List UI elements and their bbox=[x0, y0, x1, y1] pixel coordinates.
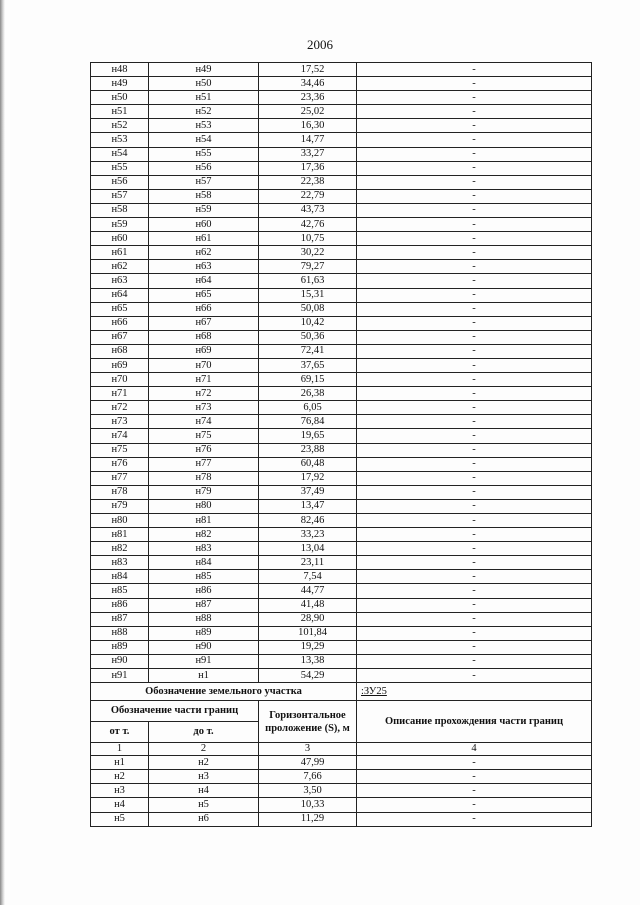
from-point: н77 bbox=[91, 471, 149, 485]
to-point: н66 bbox=[149, 302, 259, 316]
from-point: н67 bbox=[91, 330, 149, 344]
table-row bbox=[91, 288, 592, 302]
from-point: н84 bbox=[91, 570, 149, 584]
table-row bbox=[91, 457, 592, 471]
boundary-description: - bbox=[357, 203, 592, 217]
from-point: н69 bbox=[91, 358, 149, 372]
from-point: н79 bbox=[91, 499, 149, 513]
to-point: н58 bbox=[149, 189, 259, 203]
from-point: н51 bbox=[91, 105, 149, 119]
table-row bbox=[91, 770, 592, 784]
boundary-description: - bbox=[357, 401, 592, 415]
from-point: н73 bbox=[91, 415, 149, 429]
boundary-description: - bbox=[357, 756, 592, 770]
to-point: н79 bbox=[149, 485, 259, 499]
to-point: н87 bbox=[149, 598, 259, 612]
to-point: н73 bbox=[149, 401, 259, 415]
table-row bbox=[91, 147, 592, 161]
segment-length: 26,38 bbox=[259, 387, 357, 401]
from-point: н2 bbox=[91, 770, 149, 784]
to-point: н71 bbox=[149, 373, 259, 387]
boundary-description: - bbox=[357, 358, 592, 372]
segment-length: 50,08 bbox=[259, 302, 357, 316]
from-point: н68 bbox=[91, 344, 149, 358]
table-row bbox=[91, 105, 592, 119]
boundary-description: - bbox=[357, 189, 592, 203]
boundary-description: - bbox=[357, 542, 592, 556]
to-label: до т. bbox=[149, 722, 259, 743]
boundary-description: - bbox=[357, 161, 592, 175]
col-index: 3 bbox=[259, 743, 357, 756]
from-point: н1 bbox=[91, 756, 149, 770]
to-point: н51 bbox=[149, 91, 259, 105]
from-point: н78 bbox=[91, 485, 149, 499]
table-row bbox=[91, 812, 592, 826]
boundary-description: - bbox=[357, 812, 592, 826]
to-point: н63 bbox=[149, 260, 259, 274]
to-point: н85 bbox=[149, 570, 259, 584]
to-point: н76 bbox=[149, 443, 259, 457]
table-row bbox=[91, 784, 592, 798]
segment-length: 17,36 bbox=[259, 161, 357, 175]
to-point: н72 bbox=[149, 387, 259, 401]
table-row bbox=[91, 598, 592, 612]
to-point: н4 bbox=[149, 784, 259, 798]
table-row bbox=[91, 91, 592, 105]
to-point: н75 bbox=[149, 429, 259, 443]
from-point: н52 bbox=[91, 119, 149, 133]
segment-length: 17,52 bbox=[259, 63, 357, 77]
to-point: н59 bbox=[149, 203, 259, 217]
segment-length: 19,29 bbox=[259, 640, 357, 654]
from-point: н88 bbox=[91, 626, 149, 640]
from-point: н80 bbox=[91, 514, 149, 528]
table-row bbox=[91, 161, 592, 175]
boundary-description: - bbox=[357, 570, 592, 584]
segment-length: 101,84 bbox=[259, 626, 357, 640]
column-header-row bbox=[91, 701, 592, 722]
description-label: Описание прохождения части границ bbox=[357, 701, 592, 743]
boundary-description: - bbox=[357, 330, 592, 344]
segment-length: 15,31 bbox=[259, 288, 357, 302]
segment-length: 7,54 bbox=[259, 570, 357, 584]
boundary-description: - bbox=[357, 387, 592, 401]
boundary-description: - bbox=[357, 246, 592, 260]
to-point: н86 bbox=[149, 584, 259, 598]
from-point: н57 bbox=[91, 189, 149, 203]
segment-length: 82,46 bbox=[259, 514, 357, 528]
to-point: н78 bbox=[149, 471, 259, 485]
table-row bbox=[91, 316, 592, 330]
to-point: н65 bbox=[149, 288, 259, 302]
boundary-description: - bbox=[357, 232, 592, 246]
column-index-row bbox=[91, 743, 592, 756]
from-point: н75 bbox=[91, 443, 149, 457]
segment-length: 72,41 bbox=[259, 344, 357, 358]
boundary-description: - bbox=[357, 471, 592, 485]
table-row bbox=[91, 415, 592, 429]
boundary-description: - bbox=[357, 260, 592, 274]
segment-length: 41,48 bbox=[259, 598, 357, 612]
table-row bbox=[91, 485, 592, 499]
col-index: 2 bbox=[149, 743, 259, 756]
to-point: н68 bbox=[149, 330, 259, 344]
table-row bbox=[91, 401, 592, 415]
parcel-label: Обозначение земельного участка bbox=[91, 683, 357, 701]
from-point: н85 bbox=[91, 584, 149, 598]
from-point: н65 bbox=[91, 302, 149, 316]
to-point: н1 bbox=[149, 669, 259, 683]
table-row bbox=[91, 218, 592, 232]
segment-length: 60,48 bbox=[259, 457, 357, 471]
segment-length: 14,77 bbox=[259, 133, 357, 147]
table-row bbox=[91, 77, 592, 91]
length-label: Горизонтальное проложение (S), м bbox=[259, 701, 357, 743]
table-row bbox=[91, 542, 592, 556]
boundary-description: - bbox=[357, 784, 592, 798]
boundary-description: - bbox=[357, 770, 592, 784]
to-point: н54 bbox=[149, 133, 259, 147]
page-number: 2006 bbox=[307, 37, 333, 52]
table-row bbox=[91, 626, 592, 640]
table-row bbox=[91, 756, 592, 770]
table-row bbox=[91, 274, 592, 288]
to-point: н2 bbox=[149, 756, 259, 770]
to-point: н89 bbox=[149, 626, 259, 640]
segment-length: 37,49 bbox=[259, 485, 357, 499]
from-point: н50 bbox=[91, 91, 149, 105]
segment-length: 44,77 bbox=[259, 584, 357, 598]
segment-length: 43,73 bbox=[259, 203, 357, 217]
table-row bbox=[91, 499, 592, 513]
boundary-description: - bbox=[357, 485, 592, 499]
segment-length: 76,84 bbox=[259, 415, 357, 429]
to-point: н77 bbox=[149, 457, 259, 471]
table-row bbox=[91, 654, 592, 668]
table-row bbox=[91, 358, 592, 372]
from-point: н4 bbox=[91, 798, 149, 812]
table-row bbox=[91, 387, 592, 401]
from-point: н54 bbox=[91, 147, 149, 161]
from-point: н5 bbox=[91, 812, 149, 826]
boundary-table-grid bbox=[90, 62, 592, 827]
segment-length: 22,79 bbox=[259, 189, 357, 203]
to-point: н52 bbox=[149, 105, 259, 119]
boundary-description: - bbox=[357, 640, 592, 654]
boundary-description: - bbox=[357, 175, 592, 189]
table-row bbox=[91, 556, 592, 570]
segments-top bbox=[91, 63, 592, 683]
from-point: н49 bbox=[91, 77, 149, 91]
to-point: н60 bbox=[149, 218, 259, 232]
table-row bbox=[91, 133, 592, 147]
segment-length: 37,65 bbox=[259, 358, 357, 372]
segments-bottom bbox=[91, 756, 592, 826]
table-row bbox=[91, 330, 592, 344]
to-point: н57 bbox=[149, 175, 259, 189]
boundary-description: - bbox=[357, 598, 592, 612]
boundary-description: - bbox=[357, 654, 592, 668]
boundary-description: - bbox=[357, 457, 592, 471]
to-point: н81 bbox=[149, 514, 259, 528]
boundary-description: - bbox=[357, 443, 592, 457]
from-point: н66 bbox=[91, 316, 149, 330]
from-point: н81 bbox=[91, 528, 149, 542]
boundary-description: - bbox=[357, 373, 592, 387]
to-point: н64 bbox=[149, 274, 259, 288]
segment-length: 30,22 bbox=[259, 246, 357, 260]
col-index: 4 bbox=[357, 743, 592, 756]
from-point: н90 bbox=[91, 654, 149, 668]
boundary-description: - bbox=[357, 63, 592, 77]
boundary-description: - bbox=[357, 612, 592, 626]
to-point: н5 bbox=[149, 798, 259, 812]
table-row bbox=[91, 570, 592, 584]
table-row bbox=[91, 443, 592, 457]
segment-length: 69,15 bbox=[259, 373, 357, 387]
boundary-description: - bbox=[357, 119, 592, 133]
table-row bbox=[91, 63, 592, 77]
boundary-table bbox=[90, 62, 592, 827]
from-point: н83 bbox=[91, 556, 149, 570]
to-point: н50 bbox=[149, 77, 259, 91]
from-point: н56 bbox=[91, 175, 149, 189]
from-point: н71 bbox=[91, 387, 149, 401]
from-point: н60 bbox=[91, 232, 149, 246]
boundary-description: - bbox=[357, 514, 592, 528]
part-label: Обозначение части границ bbox=[91, 701, 259, 722]
from-point: н89 bbox=[91, 640, 149, 654]
boundary-description: - bbox=[357, 626, 592, 640]
segment-length: 23,11 bbox=[259, 556, 357, 570]
to-point: н49 bbox=[149, 63, 259, 77]
to-point: н56 bbox=[149, 161, 259, 175]
table-row bbox=[91, 798, 592, 812]
to-point: н6 bbox=[149, 812, 259, 826]
table-row bbox=[91, 246, 592, 260]
table-row bbox=[91, 119, 592, 133]
col-index: 1 bbox=[91, 743, 149, 756]
segment-length: 11,29 bbox=[259, 812, 357, 826]
segment-length: 34,46 bbox=[259, 77, 357, 91]
table-row bbox=[91, 175, 592, 189]
parcel-header bbox=[91, 683, 592, 756]
table-row bbox=[91, 471, 592, 485]
scan-edge bbox=[0, 0, 5, 905]
boundary-description: - bbox=[357, 133, 592, 147]
segment-length: 79,27 bbox=[259, 260, 357, 274]
from-point: н64 bbox=[91, 288, 149, 302]
from-point: н62 bbox=[91, 260, 149, 274]
boundary-description: - bbox=[357, 274, 592, 288]
segment-length: 19,65 bbox=[259, 429, 357, 443]
from-point: н61 bbox=[91, 246, 149, 260]
segment-length: 13,38 bbox=[259, 654, 357, 668]
boundary-description: - bbox=[357, 415, 592, 429]
boundary-description: - bbox=[357, 218, 592, 232]
table-row bbox=[91, 514, 592, 528]
from-point: н63 bbox=[91, 274, 149, 288]
segment-length: 17,92 bbox=[259, 471, 357, 485]
to-point: н83 bbox=[149, 542, 259, 556]
from-point: н72 bbox=[91, 401, 149, 415]
table-row bbox=[91, 612, 592, 626]
from-point: н87 bbox=[91, 612, 149, 626]
boundary-description: - bbox=[357, 316, 592, 330]
segment-length: 16,30 bbox=[259, 119, 357, 133]
segment-length: 50,36 bbox=[259, 330, 357, 344]
segment-length: 47,99 bbox=[259, 756, 357, 770]
table-row bbox=[91, 302, 592, 316]
table-row bbox=[91, 232, 592, 246]
segment-length: 10,33 bbox=[259, 798, 357, 812]
to-point: н82 bbox=[149, 528, 259, 542]
to-point: н3 bbox=[149, 770, 259, 784]
from-point: н70 bbox=[91, 373, 149, 387]
to-point: н70 bbox=[149, 358, 259, 372]
table-row bbox=[91, 203, 592, 217]
segment-length: 25,02 bbox=[259, 105, 357, 119]
boundary-description: - bbox=[357, 77, 592, 91]
boundary-description: - bbox=[357, 429, 592, 443]
to-point: н55 bbox=[149, 147, 259, 161]
boundary-description: - bbox=[357, 105, 592, 119]
boundary-description: - bbox=[357, 798, 592, 812]
from-point: н3 bbox=[91, 784, 149, 798]
to-point: н61 bbox=[149, 232, 259, 246]
to-point: н74 bbox=[149, 415, 259, 429]
from-point: н91 bbox=[91, 669, 149, 683]
segment-length: 23,88 bbox=[259, 443, 357, 457]
segment-length: 54,29 bbox=[259, 669, 357, 683]
table-row bbox=[91, 260, 592, 274]
from-point: н58 bbox=[91, 203, 149, 217]
from-point: н74 bbox=[91, 429, 149, 443]
boundary-description: - bbox=[357, 91, 592, 105]
parcel-row bbox=[91, 683, 592, 701]
from-point: н59 bbox=[91, 218, 149, 232]
boundary-description: - bbox=[357, 556, 592, 570]
to-point: н69 bbox=[149, 344, 259, 358]
parcel-id: :ЗУ25 bbox=[357, 683, 592, 701]
segment-length: 22,38 bbox=[259, 175, 357, 189]
from-point: н48 bbox=[91, 63, 149, 77]
to-point: н62 bbox=[149, 246, 259, 260]
segment-length: 13,47 bbox=[259, 499, 357, 513]
segment-length: 33,23 bbox=[259, 528, 357, 542]
to-point: н67 bbox=[149, 316, 259, 330]
table-row bbox=[91, 189, 592, 203]
boundary-description: - bbox=[357, 499, 592, 513]
from-label: от т. bbox=[91, 722, 149, 743]
segment-length: 10,42 bbox=[259, 316, 357, 330]
boundary-description: - bbox=[357, 302, 592, 316]
boundary-description: - bbox=[357, 288, 592, 302]
from-point: н55 bbox=[91, 161, 149, 175]
table-row bbox=[91, 528, 592, 542]
segment-length: 42,76 bbox=[259, 218, 357, 232]
boundary-description: - bbox=[357, 344, 592, 358]
from-point: н82 bbox=[91, 542, 149, 556]
table-row bbox=[91, 640, 592, 654]
table-row bbox=[91, 669, 592, 683]
table-row bbox=[91, 344, 592, 358]
segment-length: 13,04 bbox=[259, 542, 357, 556]
table-row bbox=[91, 429, 592, 443]
segment-length: 28,90 bbox=[259, 612, 357, 626]
boundary-description: - bbox=[357, 584, 592, 598]
table-row bbox=[91, 584, 592, 598]
boundary-description: - bbox=[357, 528, 592, 542]
from-point: н76 bbox=[91, 457, 149, 471]
segment-length: 7,66 bbox=[259, 770, 357, 784]
from-point: н86 bbox=[91, 598, 149, 612]
segment-length: 23,36 bbox=[259, 91, 357, 105]
to-point: н90 bbox=[149, 640, 259, 654]
boundary-description: - bbox=[357, 669, 592, 683]
from-point: н53 bbox=[91, 133, 149, 147]
segment-length: 10,75 bbox=[259, 232, 357, 246]
segment-length: 3,50 bbox=[259, 784, 357, 798]
boundary-description: - bbox=[357, 147, 592, 161]
to-point: н80 bbox=[149, 499, 259, 513]
to-point: н88 bbox=[149, 612, 259, 626]
to-point: н84 bbox=[149, 556, 259, 570]
segment-length: 33,27 bbox=[259, 147, 357, 161]
table-row bbox=[91, 373, 592, 387]
to-point: н53 bbox=[149, 119, 259, 133]
to-point: н91 bbox=[149, 654, 259, 668]
segment-length: 6,05 bbox=[259, 401, 357, 415]
segment-length: 61,63 bbox=[259, 274, 357, 288]
